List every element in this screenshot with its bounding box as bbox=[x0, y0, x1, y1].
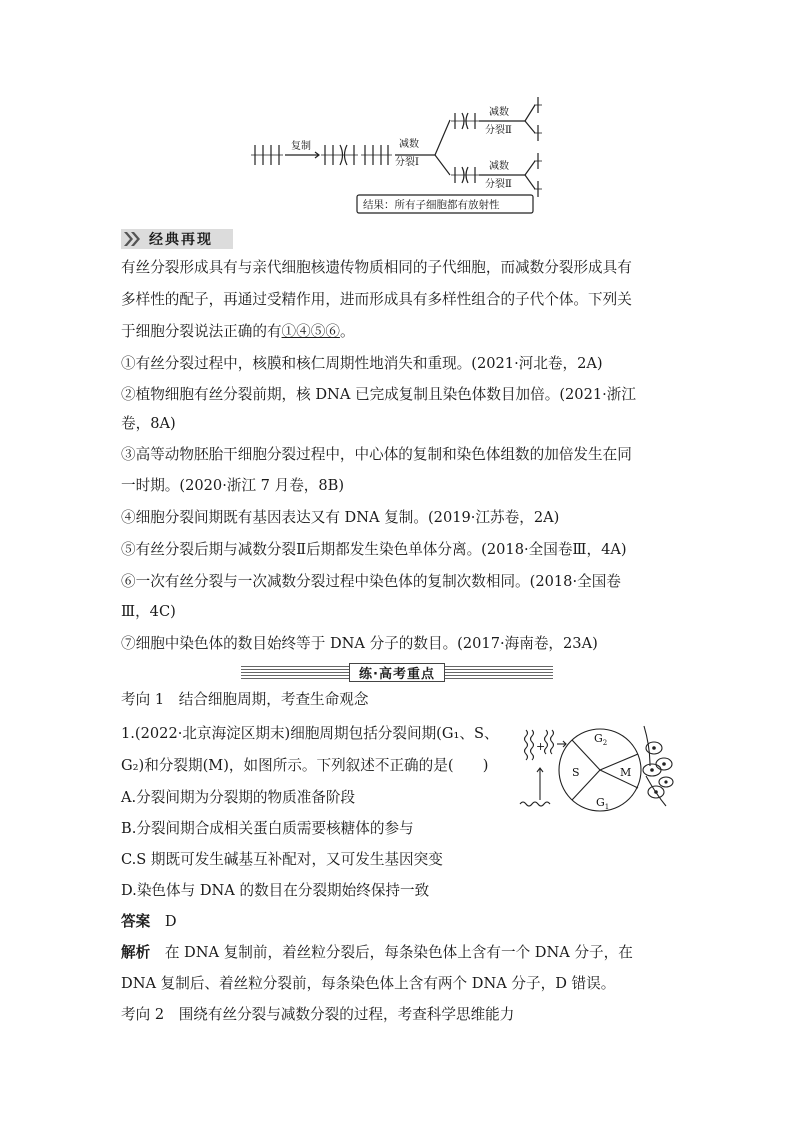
analysis-label: 解析 bbox=[121, 944, 151, 961]
intro-line-1: 有丝分裂形成具有与亲代细胞核遗传物质相同的子代细胞，而减数分裂形成具有 bbox=[121, 259, 632, 276]
practice-header bbox=[241, 663, 553, 683]
option-b: B.分裂间期合成相关蛋白质需要核糖体的参与 bbox=[121, 820, 414, 837]
meiosis2-top-label-1: 减数 bbox=[489, 107, 509, 118]
plus-sign: + bbox=[536, 740, 546, 753]
statement-line: ⑥一次有丝分裂与一次减数分裂过程中染色体的复制次数相同。(2018·全国卷 bbox=[121, 573, 621, 590]
meiosis2-bottom-label-2: 分裂Ⅱ bbox=[485, 179, 512, 190]
statement-line: ①有丝分裂过程中，核膜和核仁周期性地消失和重现。(2021·河北卷，2A) bbox=[121, 355, 603, 372]
analysis-line-1 bbox=[121, 943, 681, 963]
intro-line-3-prefix: 于细胞分裂说法正确的有 bbox=[121, 323, 282, 340]
s-label: S bbox=[572, 766, 580, 779]
cell-cycle-diagram bbox=[514, 720, 676, 816]
analysis-text-1: 在 DNA 复制前，着丝粒分裂后，每条染色体上含有一个 DNA 分子，在 bbox=[164, 944, 633, 961]
statement-line: Ⅲ，4C) bbox=[121, 603, 176, 620]
g1-label: $G_1$ bbox=[596, 796, 610, 811]
analysis-line-2: DNA 复制后、着丝粒分裂前，每条染色体上含有两个 DNA 分子，D 错误。 bbox=[121, 975, 616, 992]
option-a: A.分裂间期为分裂期的物质准备阶段 bbox=[121, 789, 356, 806]
meiosis2-top-label-2: 分裂Ⅱ bbox=[485, 125, 512, 136]
g2-label: $G_2$ bbox=[594, 732, 608, 747]
answer-line bbox=[121, 912, 681, 932]
practice-bar-right bbox=[445, 666, 553, 679]
answer-value: D bbox=[164, 913, 177, 930]
double-chevron-icon bbox=[121, 229, 143, 249]
result-label: 结果：所有子细胞都有放射性 bbox=[363, 199, 500, 211]
intro-line-3 bbox=[121, 322, 681, 342]
meiosis1-label-2: 分裂Ⅰ bbox=[395, 157, 419, 168]
statement-line: 卷，8A) bbox=[121, 415, 176, 432]
answer-label: 答案 bbox=[121, 913, 151, 930]
practice-header-label: 练·高考重点 bbox=[349, 663, 445, 682]
section-badge bbox=[121, 229, 233, 249]
statement-line: ②植物细胞有丝分裂前期，核 DNA 已完成复制且染色体数目加倍。(2021·浙江 bbox=[121, 386, 636, 403]
meiosis-radioactivity-diagram bbox=[245, 95, 545, 217]
meiosis1-label-1: 减数 bbox=[399, 139, 419, 150]
statement-line: ⑤有丝分裂后期与减数分裂Ⅱ后期都发生染色单体分离。(2018·全国卷Ⅲ，4A) bbox=[121, 541, 627, 558]
question-stem-line-2: G₂)和分裂期(M)，如图所示。下列叙述不正确的是( ) bbox=[121, 757, 489, 774]
meiosis2-bottom-label-1: 减数 bbox=[489, 161, 509, 172]
intro-answer: ①④⑤⑥ bbox=[281, 323, 340, 340]
question-stem-line-1: 1.(2022·北京海淀区期末)细胞周期包括分裂间期(G₁、S、 bbox=[121, 725, 499, 742]
direction-2: 考向 2 围绕有丝分裂与减数分裂的过程，考查科学思维能力 bbox=[121, 1006, 515, 1023]
intro-line-3-suffix: 。 bbox=[339, 323, 355, 340]
option-c: C.S 期既可发生碱基互补配对，又可发生基因突变 bbox=[121, 851, 443, 868]
copy-label: 复制 bbox=[291, 141, 311, 152]
statement-line: ④细胞分裂间期既有基因表达又有 DNA 复制。(2019·江苏卷，2A) bbox=[121, 509, 560, 526]
statement-line: 一时期。(2020·浙江 7 月卷，8B) bbox=[121, 477, 345, 494]
section-badge-text: 经典再现 bbox=[149, 232, 213, 248]
statement-line: ⑦细胞中染色体的数目始终等于 DNA 分子的数目。(2017·海南卷，23A) bbox=[121, 635, 598, 652]
direction-1: 考向 1 结合细胞周期，考查生命观念 bbox=[121, 691, 369, 708]
statement-line: ③高等动物胚胎干细胞分裂过程中，中心体的复制和染色体组数的加倍发生在同 bbox=[121, 446, 632, 463]
option-d: D.染色体与 DNA 的数目在分裂期始终保持一致 bbox=[121, 882, 430, 899]
practice-bar-left bbox=[241, 666, 349, 679]
m-label: M bbox=[620, 766, 632, 779]
intro-line-2: 多样性的配子，再通过受精作用，进而形成具有多样性组合的子代个体。下列关 bbox=[121, 291, 632, 308]
